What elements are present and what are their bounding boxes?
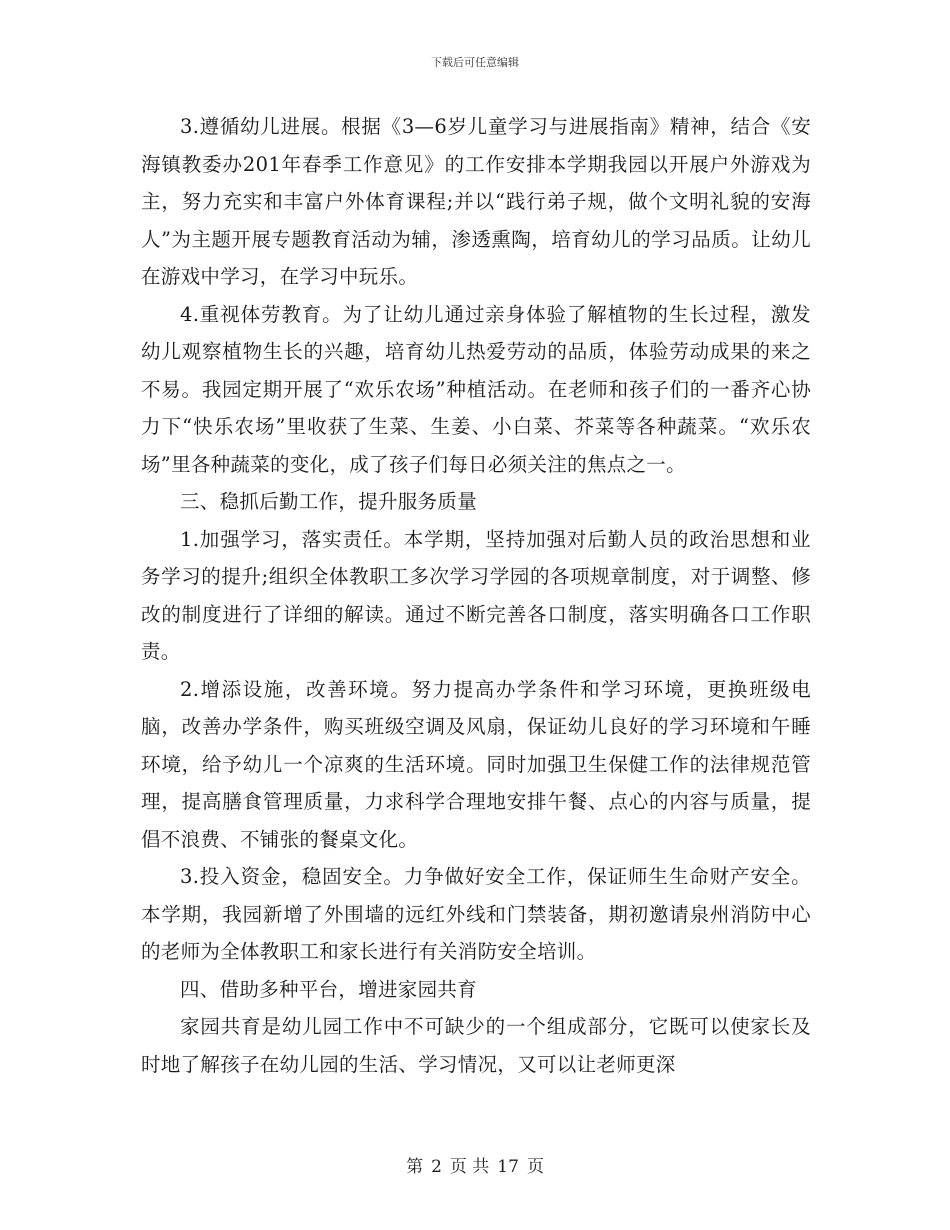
document-body [141, 108, 811, 1083]
page-number: 2 [431, 1157, 442, 1177]
footer-prefix: 第 [406, 1157, 424, 1177]
footer-suffix: 页 [526, 1157, 544, 1177]
footer-middle: 页 共 [449, 1157, 490, 1177]
paragraph-logistics-2: 2.增添设施，改善环境。努力提高办学条件和学习环境，更换班级电脑，改善办学条件，购买班级空调及风扇，保证幼儿良好的学习环境和午睡环境，给予幼儿一个凉爽的生活环境。同时加强卫生保健工作的法律规范管理，提高膳食管理质量，力求科学合理地安排午餐、点心的内容与质量，提倡不浪费、不铺张的餐桌文化。 [141, 677, 811, 851]
page-header: 下载后可任意编辑 [431, 56, 519, 69]
paragraph-logistics-1: 1.加强学习，落实责任。本学期，坚持加强对后勤人员的政治思想和业务学习的提升;组织全体教职工多次学习学园的各项规章制度，对于调整、修改的制度进行了详细的解读。通过不断完善各口制度，落实明确各口工作职责。 [141, 527, 811, 663]
page-footer [0, 1152, 950, 1177]
paragraph-item-4: 4.重视体劳教育。为了让幼儿通过亲身体验了解植物的生长过程，激发幼儿观察植物生长的兴趣，培育幼儿热爱劳动的品质，体验劳动成果的来之不易。我园定期开展了“欢乐农场”种植活动。在老师和孩子们的一番齐心协力下“快乐农场”里收获了生菜、生姜、小白菜、芥菜等各种蔬菜。“欢乐农场”里各种蔬菜的变化，成了孩子们每日必须关注的焦点之一。 [141, 302, 811, 476]
paragraph-logistics-3: 3.投入资金，稳固安全。力争做好安全工作，保证师生生命财产安全。本学期，我园新增了外围墙的远红外线和门禁装备，期初邀请泉州消防中心的老师为全体教职工和家长进行有关消防安全培训。 [141, 865, 811, 963]
paragraph-home-school: 家园共育是幼儿园工作中不可缺少的一个组成部分，它既可以使家长及时地了解孩子在幼儿园的生活、学习情况，又可以让老师更深 [141, 1015, 811, 1076]
paragraph-item-3: 3.遵循幼儿进展。根据《3—6岁儿童学习与进展指南》精神，结合《安海镇教委办201年春季工作意见》的工作安排本学期我园以开展户外游戏为主，努力充实和丰富户外体育课程;并以“践行弟子规，做个文明礼貌的安海人”为主题开展专题教育活动为辅，渗透熏陶，培育幼儿的学习品质。让幼儿在游戏中学习，在学习中玩乐。 [141, 115, 811, 288]
page-total: 17 [497, 1157, 519, 1177]
section-heading-4: 四、借助多种平台，增进家园共育 [180, 977, 478, 1001]
section-heading-3: 三、稳抓后勤工作，提升服务质量 [180, 490, 478, 513]
